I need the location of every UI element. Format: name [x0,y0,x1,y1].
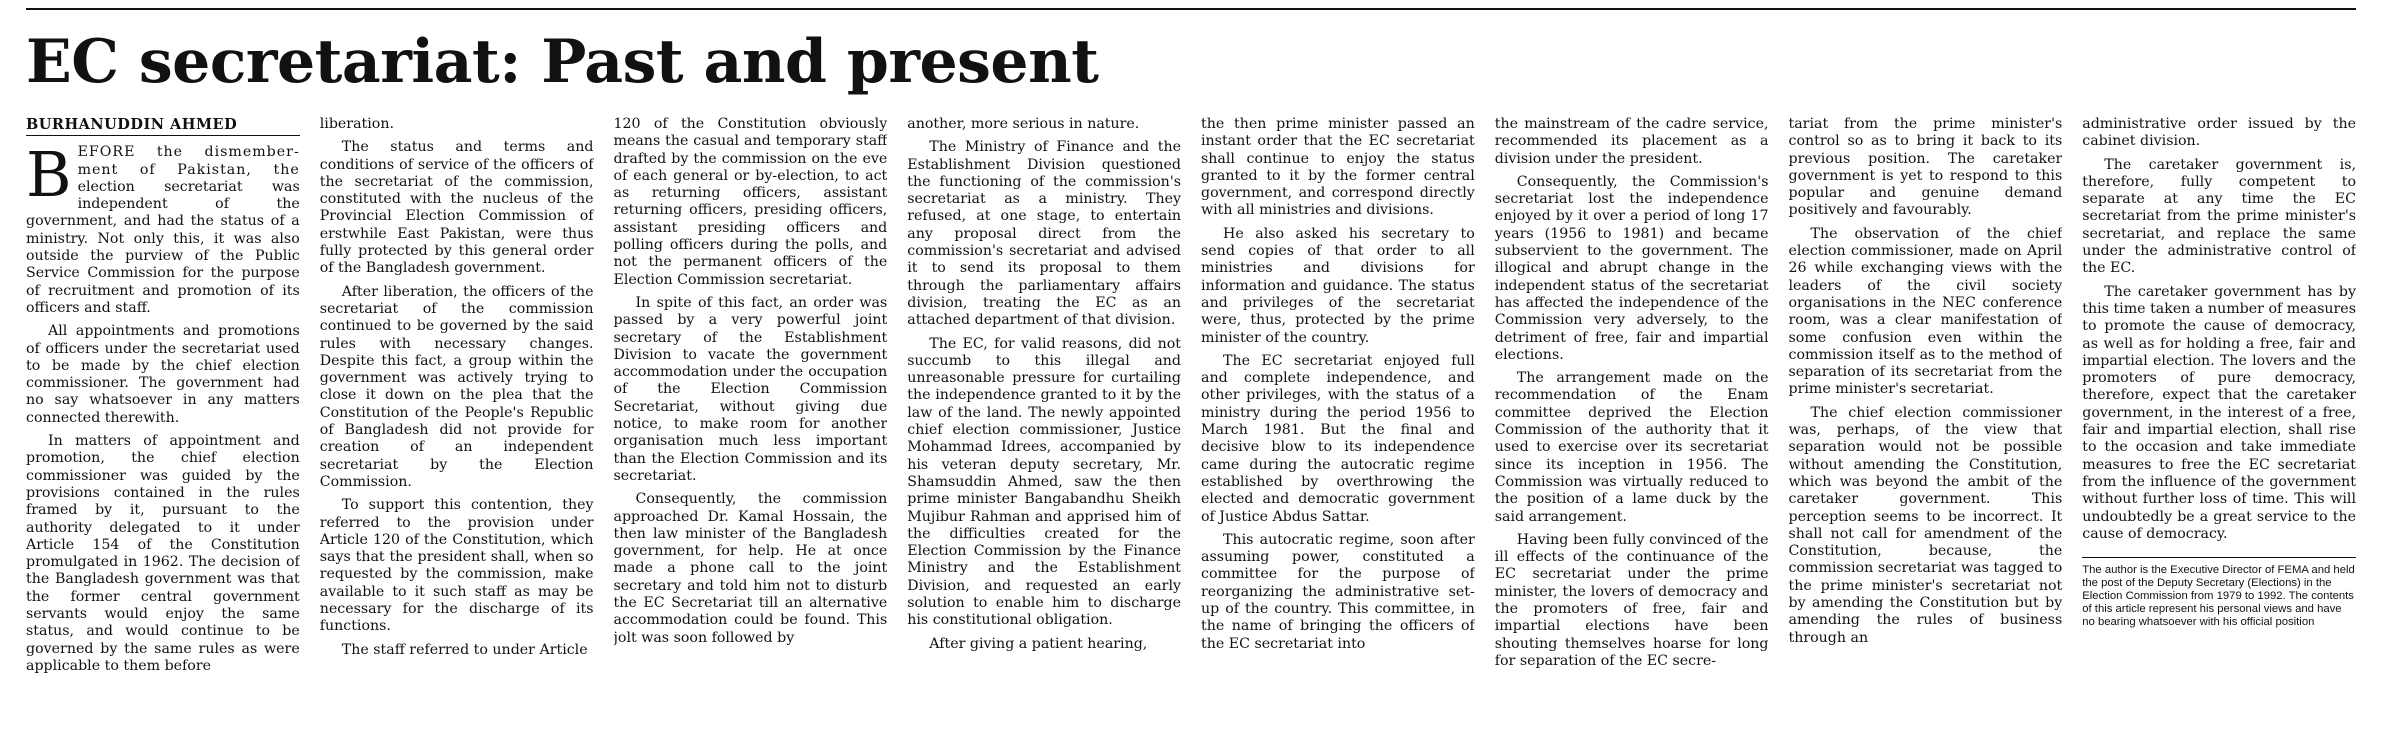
paragraph: The chief election commissioner was, perhaps, of the view that separation would not be possible without amending the Constitution, which was beyond the ambit of the caretaker government. This perception seems to be incorrect. It shall not call for amendment of the Constitution, because, the commission secretariat was tagged to the prime minister's secretariat not by amending the Constitution but by amending the rules of business through an [1788,404,2063,646]
paragraph: The EC, for valid reasons, did not succumb to this illegal and unreasonable pressure for curtailing the independence granted to it by the law of the land. The newly appointed chief election commissioner, Justice Mohammad Idrees, accompanied by his veteran deputy secretary, Mr. Shamsuddin Ahmed, saw the then prime minister Bangabandhu Sheikh Mujibur Rahman and apprised him of the difficulties created for the Election Commission by the Finance Ministry and the Establishment Division, and requested an early solution to enable him to discharge his constitutional obligation. [907,335,1181,629]
lead-text: election secretariat was independent of the government, and had the status of a ministry. Not only this, it was also outside the purview of the Public Service Commission for the purpose of recruitment and promotion of its officers and staff. [26,178,300,316]
paragraph: the mainstream of the cadre service, recommended its placement as a division under the president. [1494,116,1769,167]
paragraph: The caretaker government is, therefore, fully competent to separate at any time the EC secretariat from the prime minister's secretariat, and replace the same under the administrative control of the EC. [2082,156,2356,277]
column-1 [26,116,300,740]
headline: EC secretariat: Past and present [26,27,1099,97]
paragraph: The Ministry of Finance and the Establishment Division questioned the functioning of the commission's secretariat as a ministry. They refused, at one stage, to entertain any proposal direct from the commission's secretariat and advised it to send its proposal to them through the parliamentary affairs division, treating the EC as an attached department of that division. [907,139,1181,329]
paragraph: The caretaker government has by this time taken a number of measures to promote the cause of democracy, as well as for holding a free, fair and impartial election. The lovers and the promoters of pure democracy, therefore, expect that the caretaker government, in the interest of a free, fair and impartial election, shall rise to the occasion and take immediate measures to free the EC secretariat from the influence of the government without further loss of time. This will undoubtedly be a great service to the cause of democracy. [2082,283,2356,542]
paragraph: The observation of the chief election commissioner, made on April 26 while exchanging views with the leaders of the civil society organisations in the NEC conference room, was a clear manifestation of some confusion even within the commission itself as to the method of separation of its secretariat from the prime minister's secretariat. [1788,225,2063,398]
paragraph: To support this contention, they referred to the provision under Article 120 of the Constitution, which says that the president shall, when so requested by the commission, make available to it such staff as may be necessary for the discharge of its functions. [319,497,594,635]
column-3 [614,116,888,740]
paragraph: liberation. [319,116,394,132]
paragraph: the then prime minister passed an instant order that the EC secretariat shall continue to enjoy the status granted to it by the former central government, and correspond directly with all ministries and divisions. [1201,116,1475,219]
byline: BURHANUDDIN AHMED [26,116,300,136]
paragraph: After giving a patient hearing, [929,635,1148,652]
paragraph: 120 of the Constitution obviously means the casual and temporary staff drafted by the commission on the eve of each general or by-election, to act as returning officers, assistant returning officers, presiding officers, assistant presiding officers and polling officers during the polls, and not the permanent officers of the Election Commission secretariat. [613,116,888,288]
column-6 [1495,116,1769,740]
paragraph: He also asked his secretary to send copies of that order to all ministries and divisions for information and guidance. The status and privileges of the secretariat were, thus, protected by the prime minister of the country. [1201,225,1475,346]
top-rule [26,8,2356,10]
paragraph: All appointments and promotions of officers under the secretariat used to be made by the chief election commissioner. The government had no say whatsoever in any matters connected therewith. [26,323,300,426]
column-7 [1789,116,2063,740]
paragraph: another, more serious in nature. [907,116,1140,132]
paragraph: Consequently, the Commission's secretariat lost the independence enjoyed by it over a period of long 17 years (1956 to 1981) and became subservient to the government. The illogical and abrupt change in the independent status of the secretariat has affected the independence of the Commission very adversely, to the detriment of free, fair and impartial elections. [1494,173,1769,363]
article-body [26,116,2356,740]
paragraph: The arrangement made on the recommendation of the Enam committee deprived the Election Commission of the authority that it used to exercise over its secretariat since its inception in 1956. The Commission was virtually reduced to the position of a lame duck by the said arrangement. [1494,370,1769,525]
lead-paragraph [26,138,300,317]
paragraph: Having been fully convinced of the ill effects of the continuance of the EC secretariat under the prime minister, the lovers of democracy and the promoters of free, fair and impartial elections have been shouting themselves hoarse for long for separation of the EC secre- [1494,531,1769,669]
column-8 [2082,116,2356,740]
paragraph: The staff referred to under Article [341,641,588,658]
paragraph: After liberation, the officers of the secretariat of the commission continued to be governed by the said rules with necessary changes. Despite this fact, a group within the government was actively trying to close it down on the plea that the Constitution of the People's Republic of Bangladesh did not provide for creation of an independent secretariat by the Election Commission. [319,283,594,490]
author-note: The author is the Executive Director of FEMA and held the post of the Deputy Secretary (Elections) in the Election Commission from 1979 to 1992. The contents of this article represent his personal views and have no bearing whatsoever with his official position [2082,557,2356,629]
paragraph: administrative order issued by the cabinet division. [2082,116,2356,150]
dropcap: B [26,138,72,212]
paragraph: Consequently, the commission approached Dr. Kamal Hossain, the then law minister of the Bangladesh government, for help. He at once made a phone call to the joint secretary and told him not to disturb the EC Secretariat till an alternative accommodation could be found. This jolt was soon followed by [613,491,888,646]
column-5 [1201,116,1475,740]
paragraph: The EC secretariat enjoyed full and complete independence, and other privileges, with the status of a ministry during the period 1956 to March 1981. But the final and decisive blow to its independence came during the autocratic regime established by overthrowing the elected and democratic government of Justice Abdus Sattar. [1201,352,1475,525]
paragraph: In spite of this fact, an order was passed by a very powerful joint secretary of the Establishment Division to vacate the government accommodation under the occupation of the Election Commission Secretariat, without giving due notice, to make room for another organisation much less important than the Election Commission and its secretariat. [613,294,888,484]
column-4 [907,116,1181,740]
column-2 [320,116,594,740]
paragraph: In matters of appointment and promotion, the chief election commissioner was guided by the provisions contained in the rules framed by it, pursuant to the authority delegated to it under Article 154 of the Constitution promulgated in 1962. The decision of the Bangladesh government was that the former central government servants would enjoy the same status, and would continue to be governed by the same rules as were applicable to them before [26,433,300,674]
paragraph: tariat from the prime minister's control so as to bring it back to its previous position. The caretaker government is yet to respond to this popular and genuine demand positively and favourably. [1788,116,2063,219]
lead-caps: EFORE the dismember-ment of Pakistan, the [77,144,300,178]
paragraph: This autocratic regime, soon after assuming power, constituted a committee for the purpose of reorganizing the administrative set-up of the country. This committee, in the name of bringing the officers of the EC secretariat into [1201,531,1475,652]
paragraph: The status and terms and conditions of service of the officers of the secretariat of the commission, constituted with the nucleus of the Provincial Election Commission of erstwhile East Pakistan, were thus fully protected by this general order of the Bangladesh government. [319,139,594,277]
